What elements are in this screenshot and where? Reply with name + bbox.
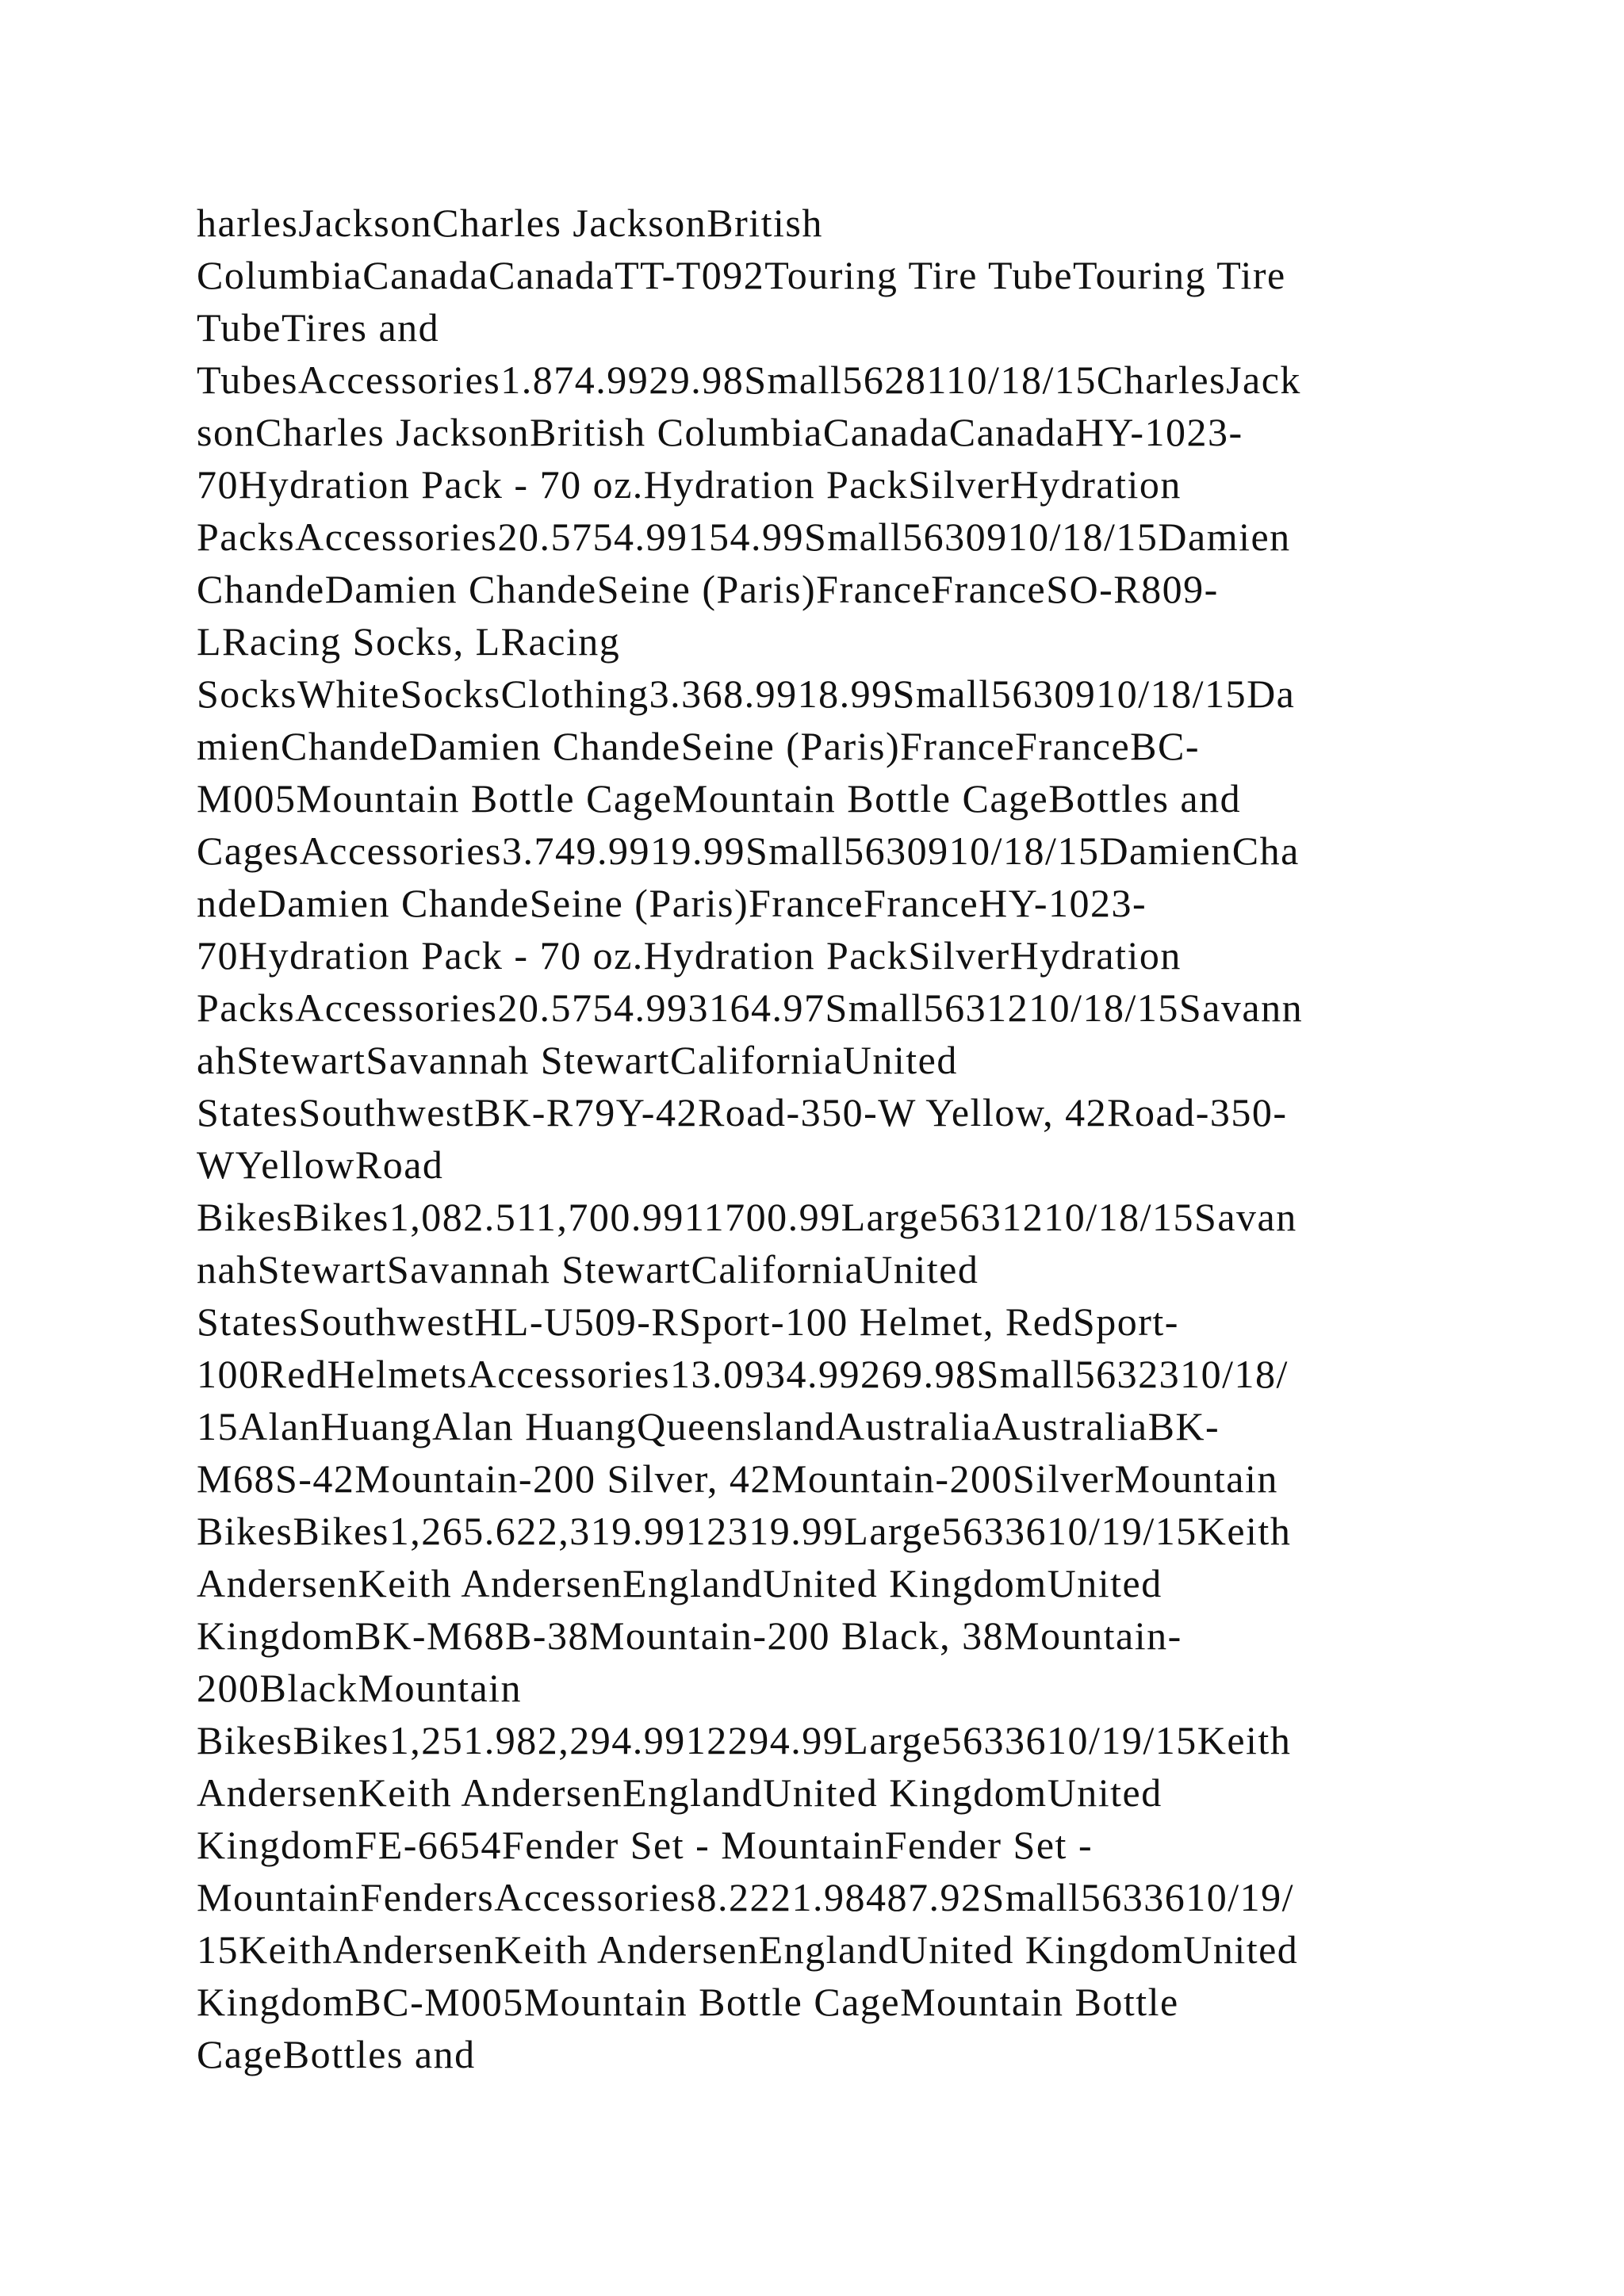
- text-line: StatesSouthwestHL-U509-RSport-100 Helmet, RedSport-: [197, 1299, 1179, 1344]
- text-line: SocksWhiteSocksClothing3.368.9918.99Small5630910/18/15Da: [197, 672, 1296, 716]
- text-line: M68S-42Mountain-200 Silver, 42Mountain-200SilverMountain: [197, 1456, 1278, 1501]
- text-line: 15KeithAndersenKeith AndersenEnglandUnited KingdomUnited: [197, 1927, 1299, 1972]
- text-line: AndersenKeith AndersenEnglandUnited KingdomUnited: [197, 1770, 1162, 1815]
- text-line: mienChandeDamien ChandeSeine (Paris)FranceFranceBC-: [197, 724, 1201, 768]
- text-line: CageBottles and: [197, 2032, 476, 2076]
- text-line: 70Hydration Pack - 70 oz.Hydration PackSilverHydration: [197, 933, 1182, 978]
- text-line: AndersenKeith AndersenEnglandUnited KingdomUnited: [197, 1561, 1162, 1605]
- text-line: M005Mountain Bottle CageMountain Bottle CageBottles and: [197, 776, 1242, 821]
- text-line: BikesBikes1,251.982,294.9912294.99Large5633610/19/15Keith: [197, 1718, 1292, 1762]
- text-line: TubeTires and: [197, 305, 440, 350]
- text-line: StatesSouthwestBK-R79Y-42Road-350-W Yellow, 42Road-350-: [197, 1090, 1288, 1135]
- text-line: BikesBikes1,265.622,319.9912319.99Large5633610/19/15Keith: [197, 1509, 1292, 1553]
- text-line: KingdomBC-M005Mountain Bottle CageMountain Bottle: [197, 1980, 1179, 2024]
- text-line: 15AlanHuangAlan HuangQueenslandAustraliaAustraliaBK-: [197, 1404, 1220, 1448]
- text-line: PacksAccessories20.5754.99154.99Small5630910/18/15Damien: [197, 515, 1291, 559]
- text-line: TubesAccessories1.874.9929.98Small5628110/18/15CharlesJack: [197, 358, 1301, 402]
- text-line: 100RedHelmetsAccessories13.0934.99269.98Small5632310/18/: [197, 1352, 1289, 1396]
- text-line: KingdomFE-6654Fender Set - MountainFender Set -: [197, 1823, 1094, 1867]
- text-line: WYellowRoad: [197, 1142, 444, 1187]
- text-line: ahStewartSavannah StewartCaliforniaUnited: [197, 1038, 958, 1082]
- text-line: MountainFendersAccessories8.2221.98487.92Small5633610/19/: [197, 1875, 1294, 1919]
- text-line: 70Hydration Pack - 70 oz.Hydration PackSilverHydration: [197, 462, 1182, 507]
- text-line: ColumbiaCanadaCanadaTT-T092Touring Tire TubeTouring Tire: [197, 253, 1286, 297]
- text-line: CagesAccessories3.749.9919.99Small5630910/18/15DamienCha: [197, 828, 1300, 873]
- text-line: BikesBikes1,082.511,700.9911700.99Large5631210/18/15Savan: [197, 1195, 1297, 1239]
- text-line: nahStewartSavannah StewartCaliforniaUnited: [197, 1247, 979, 1292]
- text-line: harlesJacksonCharles JacksonBritish: [197, 201, 823, 245]
- text-line: PacksAccessories20.5754.993164.97Small5631210/18/15Savann: [197, 985, 1304, 1030]
- text-line: LRacing Socks, LRacing: [197, 619, 621, 664]
- text-line: sonCharles JacksonBritish ColumbiaCanadaCanadaHY-1023-: [197, 410, 1243, 454]
- document-body-text: [197, 197, 1450, 2080]
- text-line: 200BlackMountain: [197, 1666, 523, 1710]
- text-line: ChandeDamien ChandeSeine (Paris)FranceFranceSO-R809-: [197, 567, 1219, 611]
- text-line: ndeDamien ChandeSeine (Paris)FranceFranceHY-1023-: [197, 881, 1147, 925]
- text-line: KingdomBK-M68B-38Mountain-200 Black, 38Mountain-: [197, 1613, 1182, 1658]
